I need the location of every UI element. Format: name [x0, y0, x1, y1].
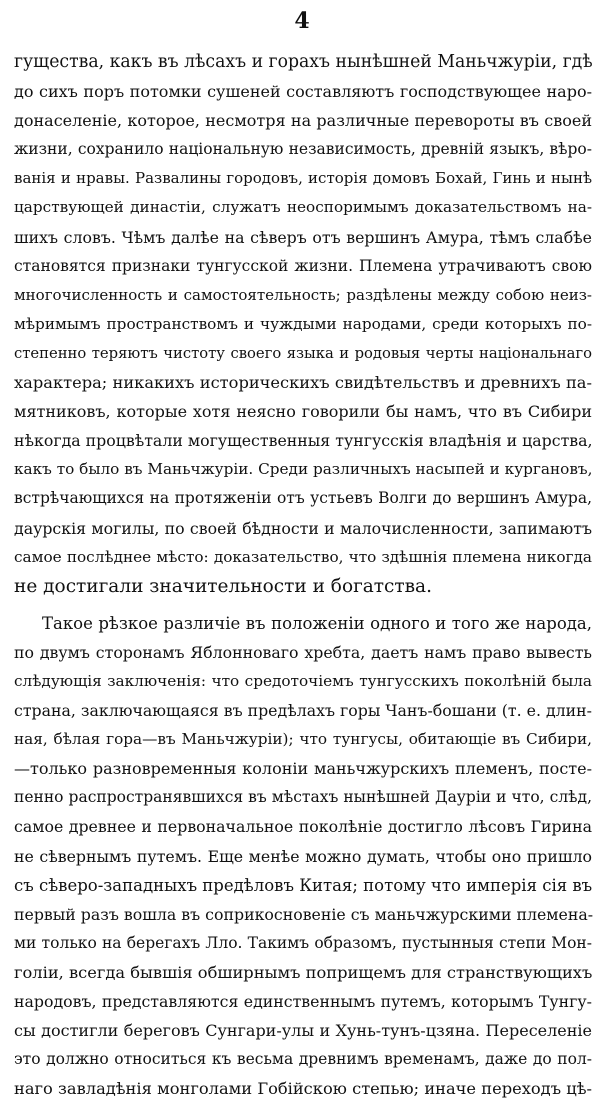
text-line: жизни, сохранило національную независимость, древній языкъ, вѣро- — [14, 140, 592, 159]
text-line: донаселеніе, которое, несмотря на различные перевороты въ своей — [14, 111, 592, 131]
text-line: съ сѣверо-западныхъ предѣловъ Китая; потому что имперія сія въ — [14, 875, 593, 895]
text-line: характера; никакихъ историческихъ свидѣтельствъ и древнихъ па- — [14, 373, 592, 393]
text-line: нѣкогда процвѣтали могущественныя тунгусскія владѣнія и царства, — [14, 431, 593, 451]
text-line: народовъ, представляются единственнымъ путемъ, которымъ Тунгу- — [14, 992, 592, 1011]
text-line: слѣдующія заключенія: что средоточіемъ тунгусскихъ поколѣній была — [14, 671, 592, 690]
text-line: степенно теряютъ чистоту своего языка и родовыя черты національнаго — [14, 344, 592, 362]
text-line: самое древнее и первоначальное поколѣніе достигло лѣсовъ Гирина — [14, 817, 592, 837]
text-line: шихъ словъ. Чѣмъ далѣе на сѣверъ отъ вершинъ Амура, тѣмъ слабѣе — [14, 227, 592, 247]
text-line: это должно относиться къ весьма древнимъ временамъ, даже до пол- — [14, 1050, 592, 1069]
text-line: ная, бѣлая гора—въ Маньчжуріи); что тунгусы, обитающіе въ Сибири, — [14, 730, 592, 749]
text-line: даурскія могилы, по своей бѣдности и малочисленности, запимаютъ — [14, 518, 592, 538]
text-line: встрѣчающихся на протяженіи отъ устьевъ Волги до вершинъ Амура, — [14, 489, 592, 508]
text-line: первый разъ вошла въ соприкосновеніе съ маньчжурскими племена- — [14, 904, 594, 924]
text-line: по двумъ сторонамъ Яблонноваго хребта, даетъ намъ право вывесть — [14, 642, 592, 662]
text-line: мятниковъ, которые хотя неясно говорили бы намъ, что въ Сибири — [14, 402, 592, 422]
text-line: ванія и нравы. Развалины городовъ, исторія домовъ Бохай, Гинь и нынѣ — [14, 169, 592, 188]
text-line: самое послѣднее мѣсто: доказательство, что здѣшнія племена никогда — [14, 547, 592, 566]
text-line: многочисленность и самостоятельность; раздѣлены между собою неиз- — [14, 285, 592, 304]
page-number: 4 — [294, 8, 310, 34]
text-line: до сихъ поръ потомки сушеней составляютъ господствующее наро- — [14, 82, 592, 102]
text-line: ми только на берегахъ Лло. Такимъ образомъ, пустынныя степи Мон- — [14, 933, 592, 952]
text-line: Такое рѣзкое различіе въ положеніи одного и того же народа, — [42, 613, 592, 633]
text-line: не сѣвернымъ путемъ. Еще менѣе можно думать, чтобы оно пришло — [14, 846, 592, 866]
text-line: становятся признаки тунгусской жизни. Племена утрачиваютъ свою — [14, 256, 592, 275]
text-line: не достигали значительности и богатства. — [14, 575, 432, 597]
text-line: царствующей династіи, служатъ неоспоримымъ доказательствомъ на- — [14, 198, 592, 217]
text-line: голіи, всегда бывшія обширнымъ поприщемъ для странствующихъ — [14, 962, 593, 982]
text-line: какъ то было въ Маньчжуріи. Среди различныхъ насыпей и кургановъ, — [14, 460, 593, 479]
text-line: наго завладѣнія монголами Гобійскою степью; иначе переходъ цѣ- — [14, 1079, 592, 1099]
page-text — [14, 48, 592, 1103]
text-line: страна, заключающаяся въ предѣлахъ горы Чанъ-бошани (т. е. длин- — [14, 701, 592, 721]
text-line: —только разновременныя колоніи маньчжурскихъ племенъ, посте- — [14, 759, 592, 779]
text-line: пенно распространявшихся въ мѣстахъ нынѣшней Дауріи и что, слѣд, — [14, 788, 592, 807]
text-line: сы достигли береговъ Сунгари-улы и Хунь-тунъ-цзяна. Переселеніе — [14, 1021, 592, 1041]
text-line: мѣримымъ пространствомъ и чуждыми народами, среди которыхъ по- — [14, 314, 592, 333]
text-line: гущества, какъ въ лѣсахъ и горахъ нынѣшней Маньчжуріи, гдѣ — [14, 52, 593, 72]
